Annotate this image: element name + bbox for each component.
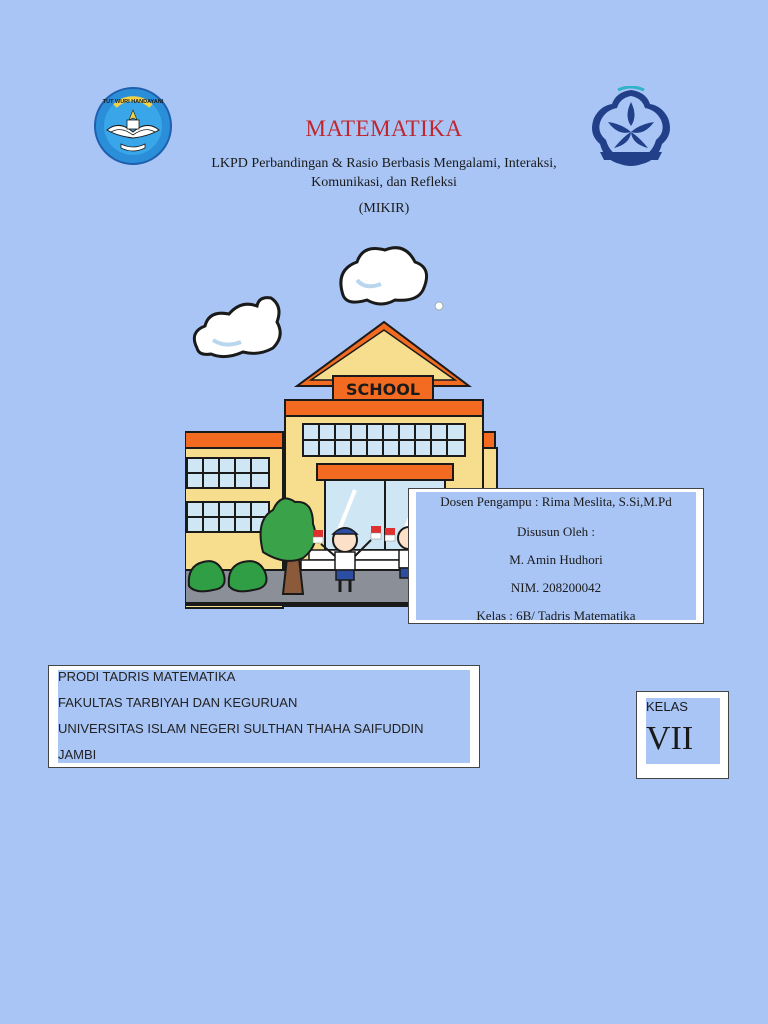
document-subtitle: LKPD Perbandingan & Rasio Berbasis Mengalami, Interaksi, Komunikasi, dan Refleksi — [211, 156, 557, 190]
document-title: MATEMATIKA — [305, 116, 463, 141]
institution-line: PRODI TADRIS MATEMATIKA — [58, 669, 236, 684]
lecturer-line: Dosen Pengampu : Rima Meslita, S.Si,M.Pd — [440, 494, 672, 509]
institution-line: JAMBI — [58, 747, 97, 762]
institution-line: UNIVERSITAS ISLAM NEGERI SULTHAN THAHA SAIFUDDIN — [58, 721, 424, 736]
institution-content — [58, 670, 470, 763]
author-name: M. Amin Hudhori — [509, 552, 603, 567]
grade-value: VII — [646, 720, 694, 757]
class-line: Kelas : 6B/ Tadris Matematika — [476, 608, 636, 623]
student-nim: NIM. 208200042 — [510, 580, 602, 595]
cloud-icon — [341, 248, 427, 304]
author-info-content — [416, 492, 696, 623]
document-acronym: (MIKIR) — [358, 201, 410, 216]
grade-content — [646, 698, 720, 764]
author-info-box — [408, 488, 704, 624]
grade-box — [636, 691, 729, 779]
institution-line: FAKULTAS TARBIYAH DAN KEGURUAN — [58, 695, 298, 710]
grade-label: KELAS — [646, 699, 688, 714]
compiled-by-label: Disusun Oleh : — [517, 524, 595, 539]
logo-motto: TUT WURI HANDAYANI — [102, 99, 164, 105]
institution-box — [48, 665, 480, 768]
school-sign: SCHOOL — [345, 380, 421, 399]
cloud-icon — [194, 298, 280, 357]
